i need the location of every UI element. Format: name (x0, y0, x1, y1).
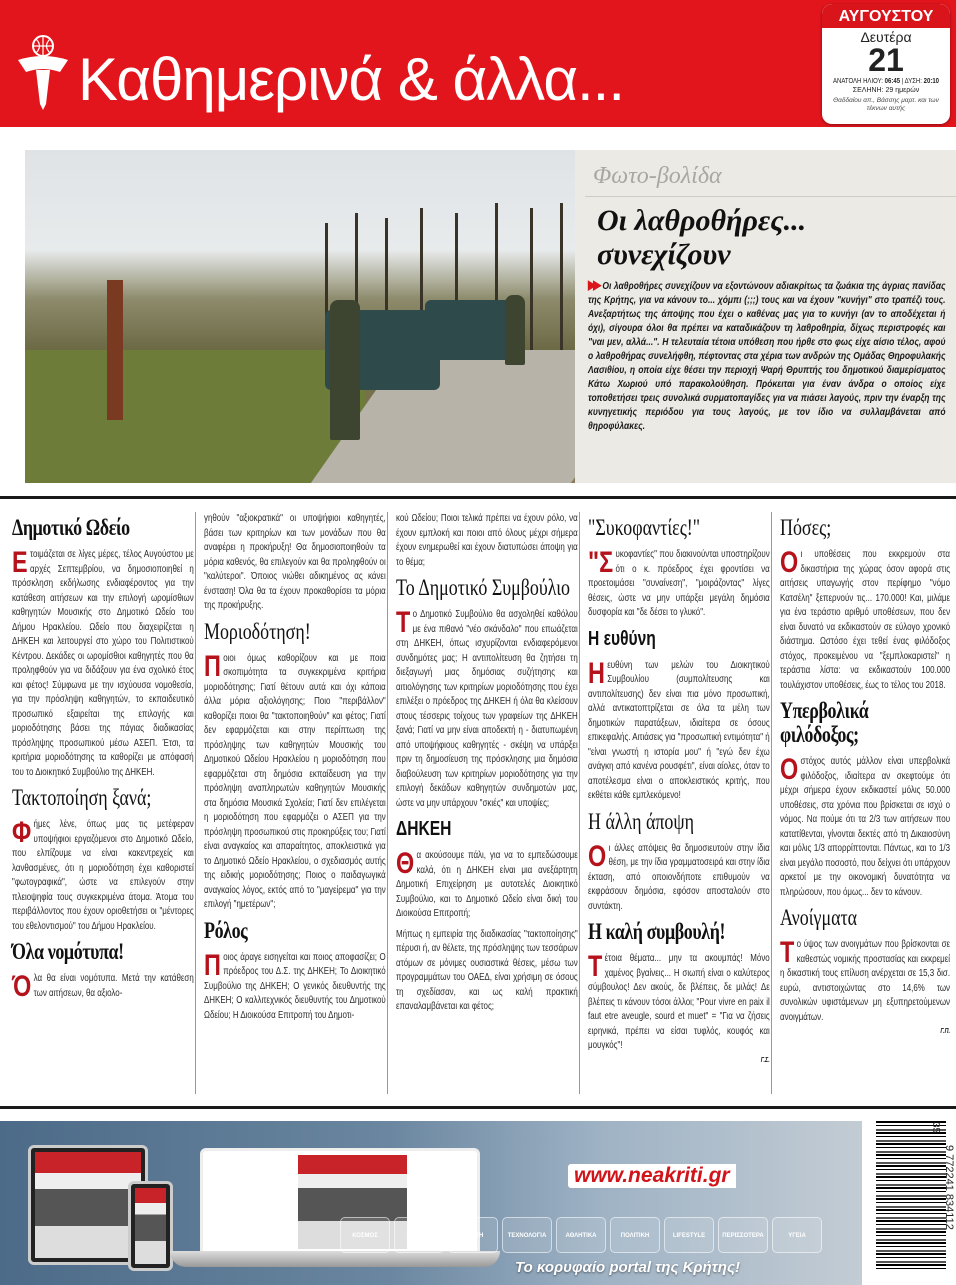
ad-nav-tile: ΥΓΕΙΑ (772, 1217, 822, 1253)
column-2 (204, 512, 386, 1029)
article-paragraph (12, 818, 194, 934)
paragraph-text: τοιμάζεται σε λίγες μέρες, τέλος Αυγούστου με αρχές Σεπτεμβρίου, να δημοσιοποιηθεί η πρόσκληση εκδήλωσης ενδιαφέροντος για την κατάθεση αιτήσεων και την επιλογή ωρομίσθιων καθηγητών Μουσικής στο Δημοτικό Ωδείο του Δήμου Ηρακλείου. Ωδείο που διαχειρίζεται η ΔΗΚΕΗ και λειτουργεί στο χώρο του Πολιτιστικού Κέντρου. Δεκάδες οι ωρομίσθιοι καθηγητές που θα προληφθούν για να διδάξουν για ένα σχολικό έτος και φέτος! Σύμφωνα με την ισχύουσα νομοθεσία, για την πρόσληψη καθηγητών, το εκπαιδευτικό προσωπικό εξαιρείται της επιλογής και μοριοδότησης βάσει της πάγιας διαδικασίας πρόσληψης προσωπικού μέσω ΑΣΕΠ. Έτσι, τα κριτήρια μοριοδότησης τα καθορίζει με απόφασή του το Διοικητικό Συμβούλιο της ΔΗΚΕΗ. (12, 549, 194, 778)
barcode-bars (876, 1121, 946, 1271)
sunset-time: 20:10 (923, 78, 940, 85)
ad-nav-tile: ΚΟΣΜΟΣ (340, 1217, 390, 1253)
sunset-label: | ΔΥΣΗ: (901, 78, 922, 85)
paragraph-text: λα θα είναι νομότυπα. Μετά την κατάθεση των αιτήσεων, θα αξιολο- (33, 973, 194, 999)
sunrise-label: ΑΝΑΤΟΛΗ ΗΛΙΟΥ: (832, 78, 883, 85)
article-paragraph (204, 948, 386, 1024)
author-initials: Γ.Σ. (760, 1056, 770, 1064)
article-paragraph (588, 548, 770, 621)
drop-cap: Τ (780, 936, 795, 969)
ad-nav-tile: ΑΘΛΗΤΙΚΑ (556, 1217, 606, 1253)
drop-cap: Ό (12, 970, 32, 1003)
paragraph-text: στόχος αυτός μάλλον είναι υπερβολικά φιλόδοξος, ιδιαίτερα αν σκεφτούμε ότι μέχρι σήμερα έχουν εκδικαστεί μόλις 50.000 υποθέσεις, στα χρόνια που βρίσκεται σε ισχύ ο νόμος. Να πούμε ότι τα 2/3 των αιτήσεων που κατατίθενται, γίνονται δεκτές από τη Δικαιοσύνη και μόλις 1/3 απορρίπτονται. Πάντως, και το 1/3 είναι μεγάλο ποσοστό, που δείχνει ότι υπάρχουν αρκετοί με την οικονομική δυνατότητα να πληρώσουν, που όμως... δεν το κάνουν. (780, 756, 951, 898)
calendar-weekday: Δευτέρα (860, 29, 912, 45)
drop-cap: Ο (780, 546, 799, 579)
paragraph-text: ο ύψος των ανοιγμάτων που βρίσκονται σε καθεστώς νομικής προστασίας και εκκρεμεί η δικαστική τους επίλυση ανέρχεται σε 15,3 δισ. ευρώ, αντιστοιχώντας στο 14,6% των συνολικών υφιστάμενων μη εξυπηρετούμενων ανοιγμάτων. (780, 939, 951, 1023)
nameday: Θαδδαίου απ., Βάσσης μαρτ. και των τέκνων αυτής (833, 97, 939, 112)
drop-cap: Τ (396, 606, 411, 639)
drop-cap: "Σ (588, 546, 614, 579)
ad-nav-tile: ΚΡΗΤΗ (448, 1217, 498, 1253)
column-divider (387, 512, 388, 1094)
section-heading: ΔΗΚΕΗ (396, 818, 452, 840)
article-paragraph (396, 512, 578, 570)
paragraph-text: α ακούσουμε πάλι, για να το εμπεδώσουμε καλά, ότι η ΔΗΚΕΗ είναι μια ανεξάρτητη Δημοτική Επιχείρηση με αυτοτελές Διοικητικό Συμβούλιο, και το Δημοτικό Ωδείο είναι δική του Διοικούσα Επιτροπή; (396, 850, 578, 919)
paragraph-text: υκοφαντίες" που διακινούνται υποστηρίζουν ότι ο κ. πρόεδρος έχει φροντίσει να προετοιμάσει "συναίνεση", "μοιράζοντας" λίγες θέσεις, ώστε να μην υπάρξει μεγάλη δημόσια δυσφορία και "δε δέσει το γλυκό". (588, 549, 770, 618)
masthead (0, 0, 956, 127)
divider (0, 1106, 956, 1109)
column-1 (12, 512, 194, 1007)
article-paragraph (12, 972, 194, 1001)
paragraph-text: ήμες λένε, όπως μας τις μετέφεραν υποψήφιοι εργαζόμενοι στο Δημοτικό Ωδείο, που ελπίζουμε να είναι κακεντρεχείς και λανθασμένες, ότι η μοριοδότηση έχει καθοριστεί "φωτογραφικά", ώστε να επιλεγούν στην πλειοψηφία τους συγκεκριμένα άτομα. Άτομα του περιβάλλοντος που έχουν οριοθετήσει οι "μέντορες του εθελοντισμού" του Δήμου Ηρακλείου. (12, 819, 194, 932)
paragraph-text: κού Ωδείου; Ποιοι τελικά πρέπει να έχουν ρόλο, να έχουν εμπλοκή και ποιοι από όλους μέχρι σήμερα έχουν ενημερωθεί και έχουν διατυπώσει άποψη για το θέμα; (396, 513, 578, 568)
paragraph-text: ι υποθέσεις που εκκρεμούν στα δικαστήρια της χώρας όσον αφορά στις αιτήσεις υπαγωγής στον περίφημο "νόμο Κατσέλη" ξεπερνούν τις... 170.000! Και, μιλάμε για ένα τεράστιο αριθμό υποθέσεων, που δεν είναι δυνατό να εκδικαστούν σε εύλογο χρονικό διάστημα. Ωστόσο έχει τεθεί ένας φιλόδοξος στόχος, προκειμένου να "ξεμπλοκαριστεί" η τεράστια λίστα: να εκδικαστούν 100.000 τουλάχιστον υποθέσεις, έως το τέλος του 2018. (780, 549, 951, 691)
section-heading: Η ευθύνη (588, 627, 656, 650)
paragraph-text: έτοια θέματα... μην τα ακουμπάς! Μόνο χαμένος βγαίνεις... Η σιωπή είναι ο καλύτερος σύμβουλος! Δεν ακούς, δε βλέπεις, δε μιλάς! Δε βλέπεις τι κάνουν τόσοι άλλοι; "Pour vivre en paix il faut etre aveugle, sourd et muet" = "Για να ζήσεις ειρηνικά, πρέπει να είσαι τυφλός, κουφός και μουγκός"! (588, 953, 770, 1051)
column-3 (396, 512, 578, 1021)
calendar-month: ΑΥΓΟΥΣΤΟΥ (822, 4, 950, 28)
drop-cap: Η (588, 656, 605, 690)
ad-nav-tile: ΠΟΛΙΤΙΚΗ (610, 1217, 660, 1253)
drop-cap: Φ (12, 816, 32, 849)
author-initials: Γ.Π. (940, 1028, 951, 1035)
ad-nav-tile: ΕΛΛΑΔΑ (394, 1217, 444, 1253)
section-heading: Ρόλος (204, 917, 248, 943)
feature-kicker: Φωτο-βολίδα (593, 163, 722, 189)
section-heading: Το Δημοτικό Συμβούλιο (396, 575, 571, 600)
article-paragraph (588, 656, 770, 804)
section-heading: Η άλλη άποψη (588, 808, 694, 834)
photo-feature (25, 150, 956, 483)
feature-intro (588, 278, 946, 434)
ad-nav-tiles (340, 1217, 822, 1253)
ad-url[interactable]: www.neakriti.gr (568, 1164, 736, 1188)
paragraph-text: ι άλλες απόψεις θα δημοσιευτούν στην ίδια θέση, με την ίδια γραμματοσειρά και στην ίδια έκταση, από οποιονδήποτε επιθυμούν να εκφράσουν δημόσια, εφόσον αποσταλούν στο συντάκτη. (588, 842, 770, 912)
section-heading: Ανοίγματα (780, 905, 858, 930)
column-divider (579, 512, 580, 1094)
paragraph-text: Μήπως η εμπειρία της διαδικασίας "τακτοποίησης" πέρυσι ή, αν θέλετε, της πρόσληψης των τεσσάρων ατόμων σε μόνιμες ουσιαστικά θέσεις, μέσω των προγραμμάτων του ΟΑΕΔ, είναι χρήσιμη σε όσους τη σχεδίασαν, και ως καλή πρακτική επαναλαμβάνεται και φέτος; (396, 928, 578, 1012)
calendar-day: 21 (868, 42, 904, 78)
section-heading: Υπερβολικά φιλόδοξος; (780, 698, 869, 747)
drop-cap: Π (204, 649, 221, 683)
section-heading: Η καλή συμβουλή! (588, 919, 726, 944)
barcode (870, 1121, 956, 1285)
neakriti-advertisement[interactable] (0, 1121, 862, 1285)
article-paragraph (12, 548, 194, 780)
section-heading: Τακτοποίηση ξανά; (12, 785, 152, 810)
feature-photo (25, 150, 575, 483)
feature-headline: Οι λαθροθήρες... συνεχίζουν (597, 204, 807, 271)
column-4 (588, 512, 770, 1065)
article-paragraph (396, 608, 578, 811)
section-heading: Δημοτικό Ωδείο (12, 515, 130, 540)
feature-intro-text: Οι λαθροθήρες συνεχίζουν να εξοντώνουν αδιακρίτως τα ζωάκια της άγριας πανίδας της Κρήτης, για να κάνουν το... χόμπι (;;;) τους και να έχουν "κυνήγι" στο τραπέζι τους. Ανεξαρτήτως της άποψης που έχει ο καθένας μας για το κυνήγι (αν το αποδέχεται ή όχι), σίγουρα όλοι θα πρέπει να καταδικάζουν τη λαθροθηρία, δίχως περιστροφές και "ναι μεν, αλλά...". Η τελευταία τέτοια υπόθεση που ήρθε στο φως είχε αίσιο τέλος, αφού ο λαθροθήρας συνελήφθη, πέφτοντας στα χέρια των ανδρών της Ομάδας Θηροφυλακής Λασιθίου, η οποία είχε θέσει την περιοχή Ψαρή Θρυπτής του δημοτικού διαμερίσματος Κάτω Χωριού υπό παρακολούθηση. Πρόκειται για έναν άνδρα ο οποίος είχε τοποθετήσει τρεις συνολικά συρματοπαγίδες για να πιάσει λαγούς, πριν την έναρξη της κυνηγετικής περιόδου για τους λαγούς, με τον ίδιο να συλλαμβάνεται από θηροφύλακες. (588, 281, 946, 432)
column-divider (195, 512, 196, 1094)
globe-pen-logo-icon (14, 34, 72, 110)
article-paragraph (396, 849, 578, 922)
section-heading: Πόσες; (780, 515, 832, 540)
article-paragraph (588, 839, 770, 915)
moon-age: ΣΕΛΗΝΗ: 29 ημερών (852, 87, 920, 94)
double-arrow-icon: ▶▶ (588, 277, 599, 292)
barcode-number: 9 772241 834112 (943, 1145, 955, 1230)
section-heading: "Συκοφαντίες!" (588, 515, 701, 540)
ad-nav-tile: ΤΕΧΝΟΛΟΓΙΑ (502, 1217, 552, 1253)
masthead-title: Καθημερινά & άλλα... (78, 46, 625, 113)
section-heading: Μοριοδότηση! (204, 618, 311, 644)
paragraph-text: γηθούν "αξιοκρατικά" οι υποψήφιοι καθηγητές, βάσει των κριτηρίων και των μονάδων που θα αναφέρει η προκήρυξη! Θα δημοσιοποιηθούν τα μόρια καθενός, θα επιλεγούν και θα προληφθούν οι "καλύτεροι". Όποιος νιώθει αδικημένος ας κάνει ένσταση! Όλα θα τα έχουν προκαθορίσει τα μόρια της προκήρυξης. (204, 513, 386, 611)
article-paragraph (204, 649, 386, 913)
paragraph-text: ο Δημοτικό Συμβούλιο θα ασχοληθεί καθόλου με ένα πιθανό "νέο σκάνδαλο" που επωάζεται στη ΔΗΚΕΗ, όπως ισχυρίζονται ενδιαφερόμενοι συνδημότες μας; Η αντιπολίτευση θα ζητήσει τη διεξαγωγή μιας δημόσιας συζήτησης και αιτιολόγησης των κριτηρίων μοριοδότησης που έχει επιλέξει ο πρόεδρος της ΔΗΚΕΗ ή όλα θα κλείσουν στους τέσσερις τοίχους των γραφείων της ΔΗΚΕΗ ξανά; Γιατί να μην είναι αποδεκτή η - διατυπωμένη από υποψήφιους καθηγητές - σκέψη να υπάρξει πριν τη δημοσίευση της πρόσκλησης μια δημόσια διαβούλευση των κριτηρίων μοριοδότησης για την επιλογή δεκάδων καθηγητών συνδημοτών μας, ώστε να μην υπάρχουν "σκιές" και υποψίες; (396, 609, 578, 809)
sunrise-time: 06:45 (884, 78, 901, 85)
column-5 (780, 512, 950, 1036)
column-divider (771, 512, 772, 1094)
divider (0, 496, 956, 499)
drop-cap: Ο (588, 839, 607, 873)
ad-tagline: Το κορυφαίο portal της Κρήτης! (515, 1259, 740, 1276)
paragraph-text: οιοι όμως καθορίζουν και με ποια σκοπιμότητα τα συγκεκριμένα κριτήρια μοριοδότησης; Γιατί θέτουν αυτά και όχι κάποια άλλα μόρια αξιολόγησης; Ποιο "περιβάλλον" καθορίζει ποιοι θα "τακτοποιηθούν" και φέτος; Γιατί δεν εφαρμόζεται και στην περίπτωση της πρόσληψης των καθηγητών Μουσικής του Δημοτικού Ωδείου Ηρακλείου η μοριοδότηση που εφαρμόζεται στη δημόσια εκπαίδευση για την πρόσληψη αναπληρωτών καθηγητών Μουσικής στα δημόσια Μουσικά Σχολεία; Γιατί δεν επιλέγεται η μοριοδότηση που εφαρμόζει ο ΑΣΕΠ για την πρόσληψη προσωπικού στις προκηρύξεις του; Γιατί είναι αναγκαίος και απαραίτητος, αποκλειστικά για το Δημοτικό Ωδείο Ηρακλείου, ο σχεδιασμός αυτής της ειδικής μοριοδότησης; Ποιος ο παιδαγωγικά αναγκαίος λόγος, εκτός από το "μαγείρεμα" για την επιλογή "ημετέρων"; (204, 652, 386, 910)
drop-cap: Ο (780, 753, 799, 786)
paragraph-text: ευθύνη των μελών του Διοικητικού Συμβουλίου (συμπολίτευσης και αντιπολίτευσης) δεν είναι πια μόνο προσωπική, αλλά αντικατοπτρίζεται σε όλα τα μέλη των δημοτικών παρατάξεων, ιδιαίτερα σε όσους επικεφαλής. Αιτιάσεις για "προσωπική εντιμότητα" ή "είναι γνωστή η ιστορία μου" ή "εγώ δεν έχω ανάγκη από κανένα ρουσφέτι", είναι αίολες, όταν το αποτέλεσμα είναι ο αποκλειστικός κριτής, που εκθέτει κάθε εμπλεκόμενο! (588, 659, 770, 801)
drop-cap: Π (204, 948, 221, 982)
article-paragraph (396, 928, 578, 1015)
article-paragraph (780, 548, 950, 693)
ad-nav-tile: LIFESTYLE (664, 1217, 714, 1253)
date-calendar (822, 4, 950, 124)
drop-cap: Ε (12, 546, 28, 579)
drop-cap: Τ (588, 950, 603, 983)
drop-cap: Θ (396, 847, 415, 880)
paragraph-text: οιος άραγε εισηγείται και ποιος αποφασίζει; Ο πρόεδρος του Δ.Σ. της ΔΗΚΕΗ; Το Διοικητικό Συμβούλιο της ΔΗΚΕΗ; Ο γενικός διευθυντής της ΔΗΚΕΗ; Ο καλλιτεχνικός διευθυντής του Δημοτικού Ωδείου; Η Διοικούσα Επιτροπή του Δημοτι- (204, 951, 386, 1021)
article-paragraph (780, 755, 950, 900)
page-number: 35 (930, 1122, 941, 1134)
phone-image (128, 1181, 173, 1271)
divider (585, 196, 956, 197)
article-paragraph (204, 512, 386, 614)
ad-nav-tile: ΠΕΡΙΣΣΟΤΕΡΑ (718, 1217, 768, 1253)
sun-times (831, 77, 941, 86)
section-heading: Όλα νομότυπα! (12, 939, 124, 964)
article-paragraph (780, 938, 950, 1025)
article-paragraph (588, 952, 770, 1054)
